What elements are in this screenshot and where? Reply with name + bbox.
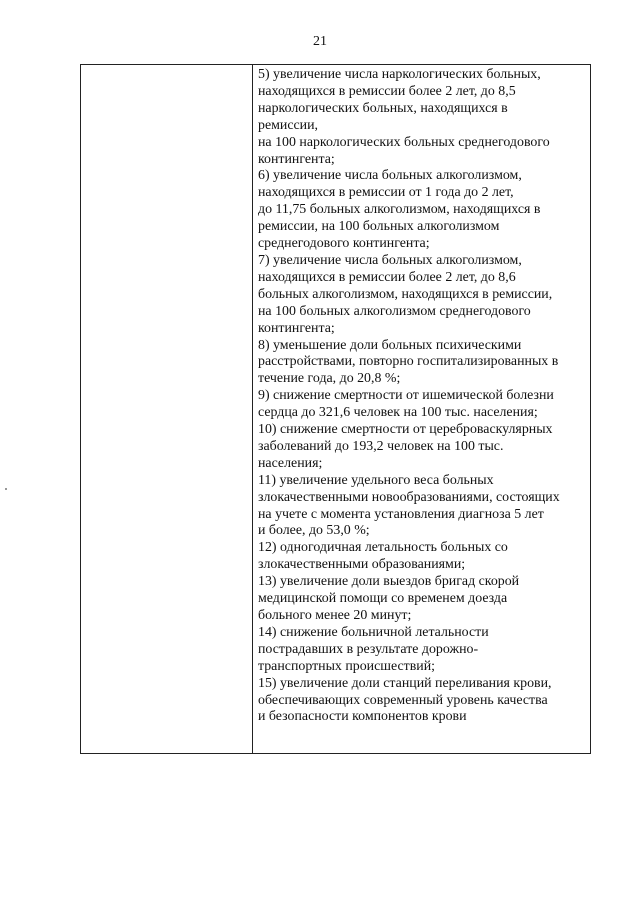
- indicator-item: [258, 540, 586, 574]
- indicator-text-line: 14) снижение больничной летальности: [258, 624, 489, 640]
- indicator-text-line: течение года, до 20,8 %;: [258, 371, 401, 387]
- indicator-item: [258, 574, 586, 625]
- indicator-text-line: 10) снижение смертности от цереброваскулярных: [258, 422, 553, 438]
- indicator-text-line: 8) уменьшение доли больных психическими: [258, 337, 522, 353]
- indicator-text-line: ремиссии,: [258, 117, 319, 133]
- indicator-item: [258, 253, 586, 338]
- indicator-text-line: расстройствами, повторно госпитализированных в: [258, 354, 559, 370]
- margin-mark: [5, 488, 7, 490]
- indicator-text-line: 7) увеличение числа больных алкоголизмом,: [258, 252, 522, 268]
- indicator-item: [258, 67, 586, 168]
- indicator-text-line: находящихся в ремиссии более 2 лет, до 8,6: [258, 269, 516, 285]
- indicator-text-line: обеспечивающих современный уровень качества: [258, 692, 548, 708]
- indicator-text-line: медицинской помощи со временем доезда: [258, 591, 508, 607]
- indicator-text-line: и безопасности компонентов крови: [258, 709, 467, 725]
- indicator-text-line: наркологических больных, находящихся в: [258, 100, 508, 116]
- page-number: 21: [313, 34, 327, 49]
- indicator-text-line: и более, до 53,0 %;: [258, 523, 370, 539]
- indicator-text-line: до 11,75 больных алкоголизмом, находящихся в: [258, 202, 541, 218]
- indicator-text-line: среднегодового контингента;: [258, 236, 430, 252]
- indicator-text-line: сердца до 321,6 человек на 100 тыс. населения;: [258, 405, 538, 421]
- indicators-table: [80, 64, 591, 754]
- indicator-text-line: ремиссии, на 100 больных алкоголизмом: [258, 219, 500, 235]
- indicator-item: [258, 422, 586, 473]
- indicator-text-line: 13) увеличение доли выездов бригад скорой: [258, 574, 520, 590]
- indicator-text-line: 15) увеличение доли станций переливания крови,: [258, 675, 552, 691]
- indicator-text-line: злокачественными образованиями;: [258, 557, 466, 573]
- indicator-item: [258, 338, 586, 389]
- indicator-text-line: 6) увеличение числа больных алкоголизмом,: [258, 168, 522, 184]
- indicator-text-line: находящихся в ремиссии от 1 года до 2 лет,: [258, 185, 514, 201]
- indicator-item: [258, 473, 586, 541]
- indicator-item: [258, 168, 586, 253]
- indicator-text-line: на 100 больных алкоголизмом среднегодового: [258, 303, 531, 319]
- indicator-text-line: заболеваний до 193,2 человек на 100 тыс.: [258, 438, 504, 454]
- indicator-text-line: контингента;: [258, 151, 335, 167]
- indicator-text-line: 12) одногодичная летальность больных со: [258, 540, 508, 556]
- indicator-text-line: транспортных происшествий;: [258, 658, 435, 674]
- indicator-text-line: 9) снижение смертности от ишемической болезни: [258, 388, 554, 404]
- indicator-item: [258, 625, 586, 676]
- indicator-text-line: больных алкоголизмом, находящихся в ремиссии,: [258, 286, 553, 302]
- indicator-text-line: 11) увеличение удельного веса больных: [258, 472, 494, 488]
- table-right-column: [253, 65, 590, 753]
- indicator-text-line: на учете с момента установления диагноза 5 лет: [258, 506, 544, 522]
- indicator-text-line: 5) увеличение числа наркологических больных,: [258, 67, 541, 82]
- table-left-column: [81, 65, 253, 753]
- indicator-text-line: на 100 наркологических больных среднегодового: [258, 134, 550, 150]
- indicator-text-line: контингента;: [258, 320, 335, 336]
- indicator-text-line: пострадавших в результате дорожно-: [258, 641, 479, 657]
- indicator-text-line: населения;: [258, 455, 323, 471]
- indicator-item: [258, 676, 586, 727]
- indicator-item: [258, 388, 586, 422]
- indicator-text-line: злокачественными новообразованиями, состоящих: [258, 489, 560, 505]
- indicator-text-line: находящихся в ремиссии более 2 лет, до 8,5: [258, 83, 516, 99]
- indicator-text-line: больного менее 20 минут;: [258, 608, 412, 623]
- indicator-list: [258, 67, 586, 726]
